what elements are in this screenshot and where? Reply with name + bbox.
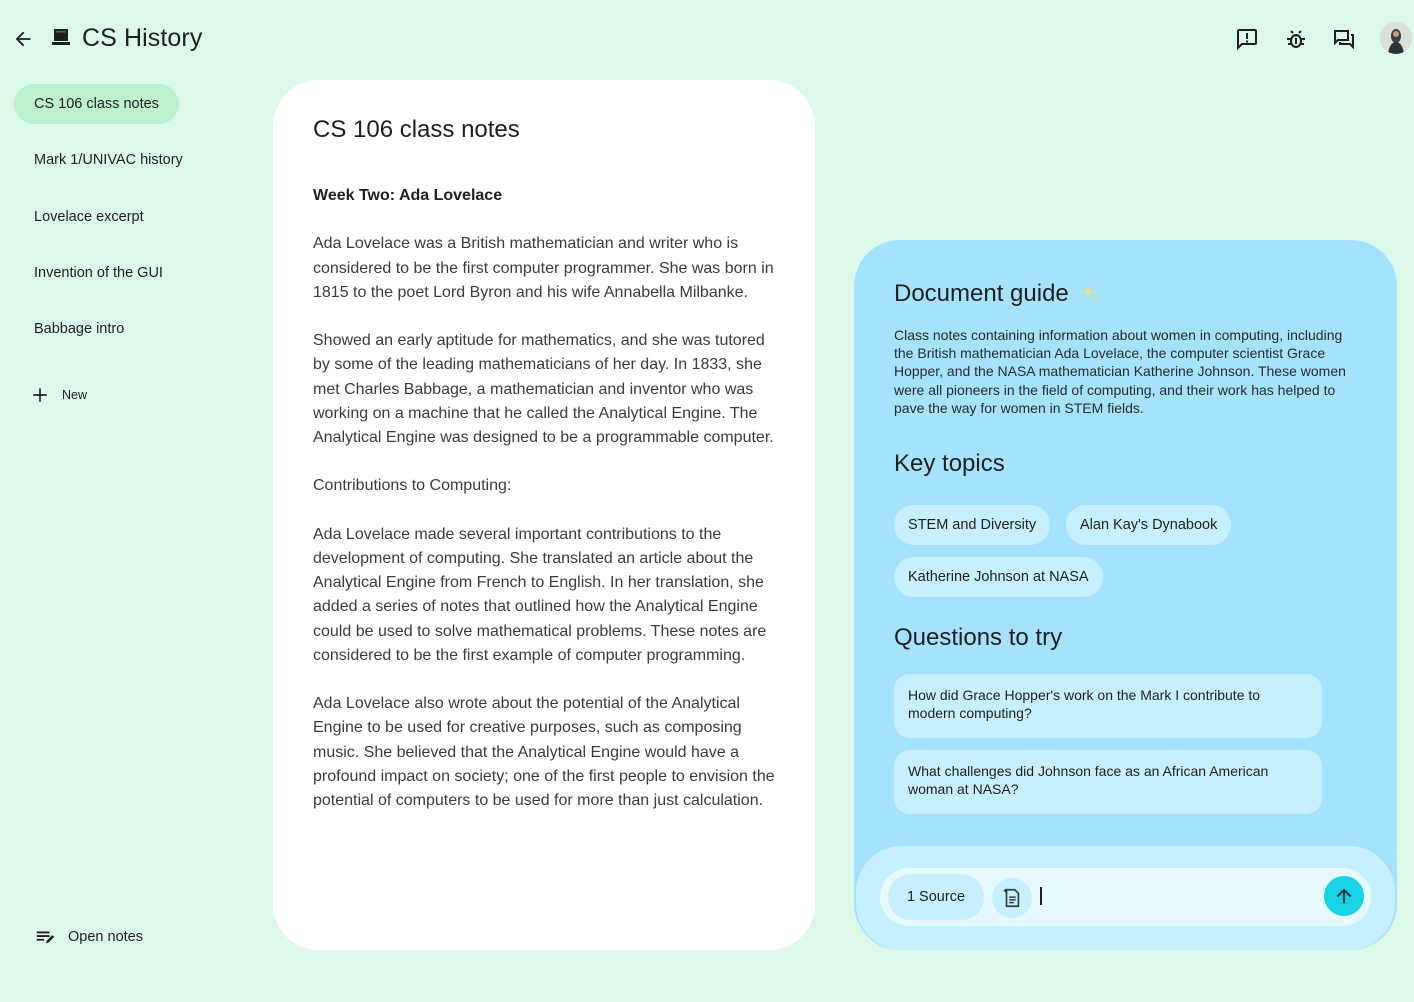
- questions-title: Questions to try: [894, 624, 1063, 651]
- chat-button[interactable]: [1331, 26, 1357, 52]
- suggested-question[interactable]: [894, 674, 1322, 738]
- back-button[interactable]: [10, 26, 36, 52]
- sparkle-icon: [1079, 283, 1101, 305]
- note-paragraph: Contributions to Computing:: [313, 477, 512, 495]
- note-editor[interactable]: [273, 80, 815, 950]
- feedback-icon: [1235, 27, 1259, 51]
- chat-icon: [1332, 27, 1356, 51]
- sidebar-item-label: CS 106 class notes: [34, 96, 159, 112]
- topic-chip-label: Alan Kay's Dynabook: [1080, 517, 1218, 533]
- chat-bar: [856, 846, 1395, 950]
- note-paragraph: Ada Lovelace was a British mathematician and writer who is considered to be the first computer programmer. She was born in 1815 to the poet Lord Byron and his wife Annabella Milbanke.: [313, 235, 774, 301]
- topic-chip[interactable]: [894, 505, 1050, 545]
- topic-chip-label: STEM and Diversity: [908, 517, 1037, 533]
- sidebar-item-lovelace-excerpt[interactable]: [14, 197, 164, 237]
- note-body[interactable]: [313, 184, 783, 837]
- sidebar-item-invention-gui[interactable]: [14, 253, 183, 293]
- guide-title: Document guide: [894, 280, 1069, 307]
- note-paragraph: Ada Lovelace also wrote about the potential of the Analytical Engine to be used for creative purposes, such as composing music. She believed that the Analytical Engine would have a profound impact on society; one of the first people to envision the potential of computers to be used for more than just calculation.: [313, 695, 775, 809]
- text-cursor: [1040, 887, 1042, 905]
- sidebar-item-babbage-intro[interactable]: [14, 309, 144, 349]
- sidebar-item-mark1-univac[interactable]: [14, 140, 203, 180]
- guide-summary: Class notes containing information about women in computing, including the British mathematician Ada Lovelace, the computer scientist Grace Hopper, and the NASA mathematician Katherine Johnson. These women were all pioneers in the field of computing, and their work has helped to pave the way for women in STEM fields.: [894, 327, 1346, 416]
- sidebar-item-label: Babbage intro: [34, 321, 125, 337]
- open-notes-button[interactable]: [34, 924, 143, 950]
- note-subhead: Week Two: Ada Lovelace: [313, 187, 503, 204]
- document-guide-panel: [854, 240, 1397, 950]
- sidebar-item-label: Lovelace excerpt: [34, 209, 144, 225]
- guide-title-row: [894, 280, 1101, 308]
- note-paragraph: Showed an early aptitude for mathematics, and she was tutored by some of the leading mathematicians of her day. In 1833, she met Charles Babbage, a mathematician and inventor who was working on a machine that he called the Analytical Engine. The Analytical Engine was designed to be a programmable computer.: [313, 332, 774, 446]
- feedback-button[interactable]: [1234, 26, 1260, 52]
- avatar[interactable]: [1380, 22, 1412, 54]
- header: [0, 0, 1414, 78]
- note-title: CS 106 class notes: [313, 116, 520, 143]
- open-notes-label: Open notes: [68, 929, 143, 945]
- avatar-image: [1380, 22, 1412, 54]
- new-note-button[interactable]: [30, 381, 87, 409]
- notes-edit-icon: [34, 926, 56, 948]
- sidebar-item-label: Mark 1/UNIVAC history: [34, 152, 183, 168]
- bug-icon: [1284, 27, 1308, 51]
- sidebar-item-label: Invention of the GUI: [34, 265, 163, 281]
- sidebar-item-cs106-notes[interactable]: [14, 84, 179, 124]
- note-fade-overlay: [273, 820, 815, 950]
- arrow-back-icon: [12, 28, 34, 50]
- arrow-up-icon: [1333, 885, 1355, 907]
- suggested-question[interactable]: [894, 750, 1322, 814]
- add-note-button[interactable]: [992, 878, 1032, 918]
- key-topics-title: Key topics: [894, 450, 1005, 477]
- sidebar: [0, 78, 260, 1002]
- chat-input-container: [880, 868, 1371, 926]
- topic-chip[interactable]: [894, 557, 1103, 597]
- note-add-icon: [1001, 887, 1023, 909]
- notebook-title: CS History: [82, 24, 203, 52]
- source-button-label: 1 Source: [906, 889, 966, 905]
- notebook-icon: [52, 28, 70, 48]
- note-paragraph: Ada Lovelace made several important contributions to the development of computing. She translated an article about the Analytical Engine from French to English. In her translation, she added a series of notes that outlined how the Analytical Engine could be used to solve mathematical problems. These notes are considered to be the first example of computer programming.: [313, 525, 767, 664]
- topic-chip-label: Katherine Johnson at NASA: [908, 569, 1089, 585]
- new-note-label: New: [62, 388, 88, 402]
- chat-input[interactable]: [1040, 880, 1310, 914]
- suggested-question-text: What challenges did Johnson face as an African American woman at NASA?: [908, 763, 1269, 797]
- topic-chip[interactable]: [1066, 505, 1231, 545]
- bug-report-button[interactable]: [1283, 26, 1309, 52]
- source-button[interactable]: [888, 874, 984, 920]
- send-button[interactable]: [1324, 876, 1364, 916]
- suggested-question-text: How did Grace Hopper's work on the Mark I contribute to modern computing?: [908, 687, 1261, 721]
- plus-icon: [30, 385, 50, 405]
